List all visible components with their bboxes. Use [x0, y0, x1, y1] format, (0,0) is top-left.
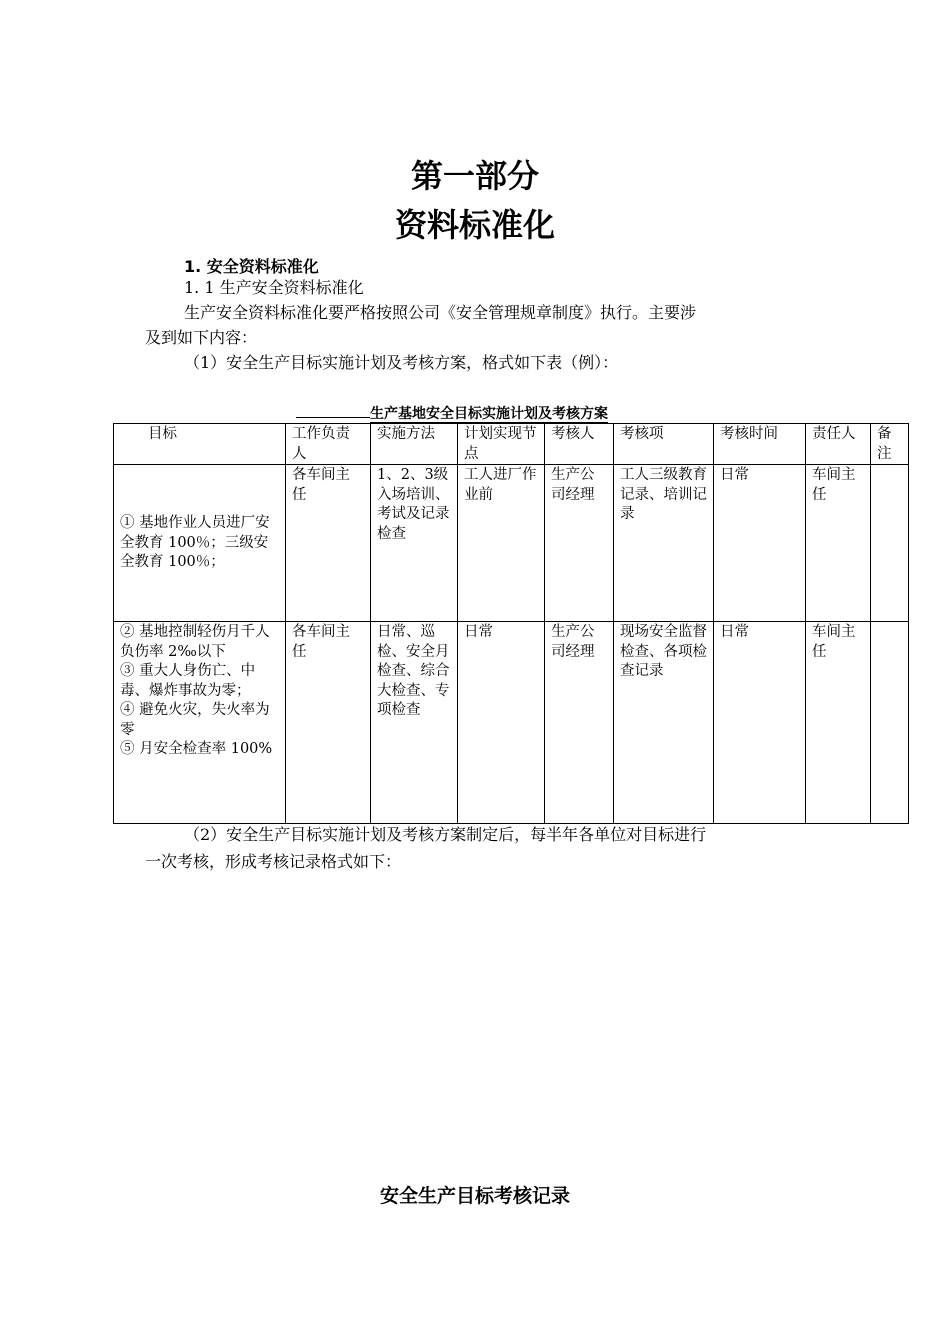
row2-item: 现场安全监督检查、各项检查记录 [614, 622, 714, 824]
goal-line: ② 基地控制轻伤月千人负伤率 2‰以下 [120, 624, 270, 660]
row2-node: 日常 [458, 622, 545, 824]
row2-remark [871, 622, 909, 824]
table-row [114, 622, 909, 824]
header-goal: 目标 [114, 424, 286, 465]
header-remark: 备注 [871, 424, 909, 465]
row1-item: 工人三级教育记录、培训记录 [614, 465, 714, 622]
goal-line: ① 基地作业人员进厂安全教育 100％；三级安全教育 100％； [120, 515, 270, 571]
paragraph-line-2: 及到如下内容： [145, 328, 258, 347]
row2-assessor: 生产公司经理 [545, 622, 614, 824]
table-row [114, 465, 909, 622]
row2-owner: 各车间主任 [286, 622, 371, 824]
caption-blank-line [296, 402, 370, 418]
header-method: 实施方法 [371, 424, 458, 465]
subsection-heading: 1. 1 生产安全资料标准化 [184, 278, 364, 297]
header-assessor: 考核人 [545, 424, 614, 465]
item-1: （1）安全生产目标实施计划及考核方案，格式如下表（例）： [184, 353, 619, 372]
row1-node: 工人进厂作业前 [458, 465, 545, 622]
table-caption [296, 402, 608, 422]
row1-remark [871, 465, 909, 622]
goal-line: ④ 避免火灾，失火率为零 [120, 702, 270, 738]
header-owner: 工作负责人 [286, 424, 371, 465]
section-heading: 1. 安全资料标准化 [184, 257, 319, 276]
row2-time: 日常 [714, 622, 806, 824]
row1-responsible: 车间主任 [806, 465, 871, 622]
row1-goal [114, 465, 286, 622]
header-item: 考核项 [614, 424, 714, 465]
goal-line: ⑤ 月安全检查率 100% [120, 741, 273, 757]
row1-assessor: 生产公司经理 [545, 465, 614, 622]
main-title: 资料标准化 [394, 206, 555, 244]
row2-responsible: 车间主任 [806, 622, 871, 824]
row1-owner: 各车间主任 [286, 465, 371, 622]
row1-time: 日常 [714, 465, 806, 622]
row1-method: 1、2、3级入场培训、考试及记录检查 [371, 465, 458, 622]
table-caption-text: 生产基地安全目标实施计划及考核方案 [370, 406, 608, 422]
header-time: 考核时间 [714, 424, 806, 465]
row2-goal [114, 622, 286, 824]
paragraph-line-1: 生产安全资料标准化要严格按照公司《安全管理规章制度》执行。主要涉 [184, 303, 697, 322]
plan-table [113, 423, 909, 824]
header-responsible: 责任人 [806, 424, 871, 465]
row2-method: 日常、巡检、安全月检查、综合大检查、专项检查 [371, 622, 458, 824]
item-2-line-2: 一次考核，形成考核记录格式如下： [145, 852, 402, 871]
part-title: 第一部分 [410, 157, 539, 195]
item-2-line-1: （2）安全生产目标实施计划及考核方案制定后，每半年各单位对目标进行 [184, 825, 707, 844]
table-header-row [114, 424, 909, 465]
goal-line: ③ 重大人身伤亡、中毒、爆炸事故为零； [120, 663, 256, 699]
record-title: 安全生产目标考核记录 [379, 1185, 570, 1207]
header-node: 计划实现节点 [458, 424, 545, 465]
